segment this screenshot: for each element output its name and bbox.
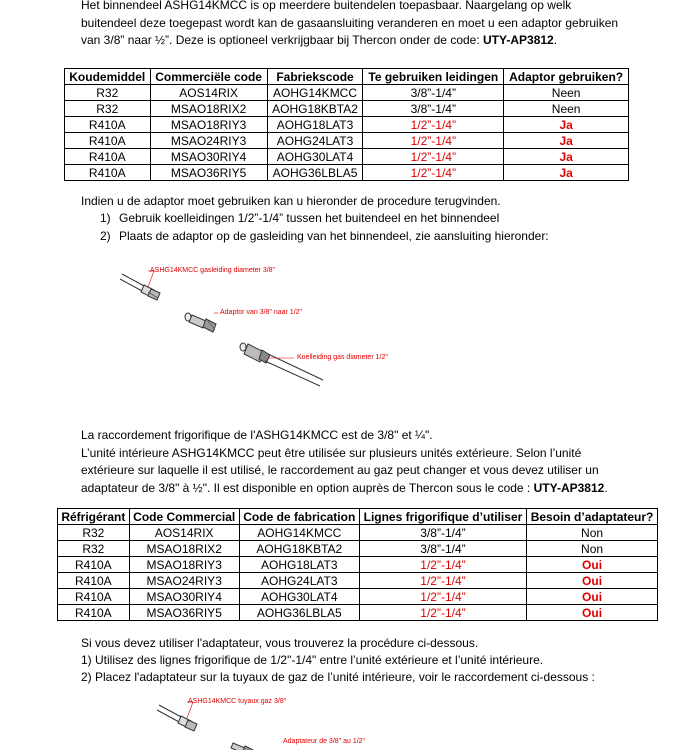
- list-item: 2) Plaats de adaptor op de gasleiding van het binnendeel, zie aansluiting hieronder:: [100, 228, 549, 243]
- table-cell: MSAO18RIY3: [129, 557, 239, 573]
- table-row: [65, 117, 629, 133]
- nl-connection-diagram: [118, 262, 438, 387]
- table-cell: Ja: [504, 133, 629, 149]
- table-cell: 3/8”-1/4”: [359, 541, 526, 557]
- table-header-row: [65, 69, 629, 85]
- table-row: [65, 85, 629, 101]
- fr-intro-line: La raccordement frigorifique de l'ASHG14KMCC est de 3/8" et ¼".: [81, 428, 433, 442]
- fr-procedure-intro: Si vous devez utiliser l'adaptateur, vous trouverez la procédure ci-dessous.: [81, 636, 479, 650]
- table-cell: R32: [65, 85, 151, 101]
- table-cell: Ja: [504, 149, 629, 165]
- nl-steps-list: [100, 210, 660, 245]
- table-cell: MSAO30RIY4: [129, 589, 239, 605]
- nl-diagram-label-indoor-pipe: ASHG14KMCC gasleiding diameter 3/8": [150, 267, 276, 274]
- nl-intro-paragraph: [81, 0, 641, 50]
- table-row: [58, 573, 658, 589]
- table-cell: R410A: [58, 557, 130, 573]
- table-cell: R410A: [58, 605, 130, 621]
- table-cell: R32: [58, 525, 130, 541]
- table-cell: AOHG18LAT3: [267, 117, 363, 133]
- table-cell: AOHG18LAT3: [239, 557, 359, 573]
- table-cell: AOHG30LAT4: [267, 149, 363, 165]
- table-cell: Oui: [527, 589, 658, 605]
- indoor-gas-pipe-icon: [120, 274, 160, 300]
- column-header: Adaptor gebruiken?: [504, 69, 629, 85]
- table-cell: Ja: [504, 117, 629, 133]
- nl-diagram-label-gas-line: Koelleiding gas diameter 1/2": [297, 354, 388, 361]
- table-row: [58, 557, 658, 573]
- list-item: 1) Gebruik koelleidingen 1/2”-1/4” tussen het buitendeel en het binnendeel: [100, 211, 500, 225]
- table-cell: Non: [527, 525, 658, 541]
- fr-step-1: 1) Utilisez des lignes frigorifique de 1/2"-1/4" entre l’unité extérieure et l’unité intérieure.: [81, 653, 544, 667]
- table-row: [65, 165, 629, 181]
- fr-intro-paragraph: [81, 427, 661, 497]
- fr-product-code: UTY-AP3812: [533, 480, 605, 495]
- table-row: [58, 541, 658, 557]
- table-cell: 1/2”-1/4”: [363, 117, 504, 133]
- table-cell: R410A: [65, 165, 151, 181]
- table-cell: AOHG14KMCC: [239, 525, 359, 541]
- column-header: Besoin d’adaptateur?: [527, 509, 658, 525]
- nl-procedure-intro: Indien u de adaptor moet gebruiken kan u hieronder de procedure terugvinden.: [81, 194, 501, 208]
- table-cell: Oui: [527, 557, 658, 573]
- nl-intro-line: van 3/8” naar ½”. Deze is optioneel verkrijgbaar bij Thercon onder de code: UTY-AP3812.: [81, 33, 558, 47]
- table-cell: MSAO18RIY3: [150, 117, 267, 133]
- adaptor-icon: [185, 313, 216, 332]
- nl-product-code: UTY-AP3812: [483, 33, 554, 47]
- table-cell: AOHG30LAT4: [239, 589, 359, 605]
- table-cell: 1/2”-1/4”: [363, 165, 504, 181]
- nl-intro-line: Het binnendeel ASHG14KMCC is op meerdere buitendelen toepasbaar. Naargelang op welk: [81, 0, 572, 12]
- table-cell: R410A: [65, 133, 151, 149]
- table-cell: 3/8”-1/4”: [363, 101, 504, 117]
- fr-intro-line: adaptateur de 3/8" à ½". Il est disponible en option auprès de Thercon sous le code : UTY-AP3812.: [81, 480, 608, 495]
- table-cell: AOHG18KBTA2: [239, 541, 359, 557]
- column-header: Commerciële code: [150, 69, 267, 85]
- table-cell: 1/2”-1/4”: [359, 605, 526, 621]
- table-cell: 1/2”-1/4”: [363, 133, 504, 149]
- column-header: Lignes frigorifique d’utiliser: [359, 509, 526, 525]
- table-cell: R32: [58, 541, 130, 557]
- table-cell: MSAO24RIY3: [129, 573, 239, 589]
- fr-step-2: 2) Placez l'adaptateur sur la tuyaux de gaz de l’unité intérieure, voir le raccordement ci-dessous :: [81, 670, 595, 684]
- column-header: Koudemiddel: [65, 69, 151, 85]
- table-cell: AOHG14KMCC: [267, 85, 363, 101]
- table-cell: Non: [527, 541, 658, 557]
- table-row: [65, 101, 629, 117]
- table-cell: AOHG24LAT3: [239, 573, 359, 589]
- nl-intro-line: buitendeel deze toegepast wordt kan de gasaansluiting veranderen en moet u een adaptor gebruiken: [81, 15, 619, 30]
- table-row: [58, 525, 658, 541]
- table-cell: MSAO36RIY5: [129, 605, 239, 621]
- column-header: Code de fabrication: [239, 509, 359, 525]
- table-cell: MSAO36RIY5: [150, 165, 267, 181]
- table-row: [65, 133, 629, 149]
- table-cell: AOHG36LBLA5: [239, 605, 359, 621]
- table-cell: Oui: [527, 605, 658, 621]
- table-cell: R32: [65, 101, 151, 117]
- fr-intro-line: L’unité intérieure ASHG14KMCC peut être utilisée sur plusieurs unités extérieure. Selon l’unité: [81, 445, 582, 460]
- table-cell: MSAO24RIY3: [150, 133, 267, 149]
- table-row: [65, 149, 629, 165]
- fr-diagram-label-adaptor: Adaptateur de 3/8" au 1/2": [283, 738, 366, 745]
- nl-compatibility-table: [64, 68, 629, 181]
- table-header-row: [58, 509, 658, 525]
- table-cell: AOHG36LBLA5: [267, 165, 363, 181]
- table-cell: AOHG18KBTA2: [267, 101, 363, 117]
- table-cell: MSAO18RIX2: [129, 541, 239, 557]
- gas-line-pipe-icon: [240, 343, 323, 386]
- table-cell: Neen: [504, 85, 629, 101]
- column-header: Code Commercial: [129, 509, 239, 525]
- table-cell: AOS14RIX: [150, 85, 267, 101]
- fr-compatibility-table: [57, 508, 658, 621]
- table-cell: Neen: [504, 101, 629, 117]
- table-cell: AOS14RIX: [129, 525, 239, 541]
- table-cell: AOHG24LAT3: [267, 133, 363, 149]
- table-cell: R410A: [65, 149, 151, 165]
- column-header: Te gebruiken leidingen: [363, 69, 504, 85]
- column-header: Fabriekscode: [267, 69, 363, 85]
- table-cell: 1/2”-1/4”: [359, 557, 526, 573]
- nl-diagram-label-adaptor: Adaptor van 3/8" naar 1/2": [220, 309, 303, 316]
- table-cell: MSAO30RIY4: [150, 149, 267, 165]
- table-row: [58, 605, 658, 621]
- table-cell: R410A: [58, 589, 130, 605]
- table-cell: R410A: [65, 117, 151, 133]
- table-cell: 1/2”-1/4”: [363, 149, 504, 165]
- table-cell: 3/8”-1/4”: [363, 85, 504, 101]
- fr-diagram-label-indoor-pipe: ASHG14KMCC tuyaux gaz 3/8": [188, 698, 287, 705]
- table-row: [58, 589, 658, 605]
- table-cell: 1/2”-1/4”: [359, 573, 526, 589]
- table-cell: 1/2”-1/4”: [359, 589, 526, 605]
- table-cell: MSAO18RIX2: [150, 101, 267, 117]
- table-cell: R410A: [58, 573, 130, 589]
- table-cell: 3/8”-1/4”: [359, 525, 526, 541]
- table-cell: Oui: [527, 573, 658, 589]
- column-header: Réfrigérant: [58, 509, 130, 525]
- adaptor-icon: [231, 743, 253, 750]
- table-cell: Ja: [504, 165, 629, 181]
- fr-intro-line: extérieure sur laquelle il est utilisé, le raccordement au gaz peut changer et vous devez utiliser un: [81, 463, 599, 477]
- indoor-gas-pipe-icon: [157, 705, 197, 731]
